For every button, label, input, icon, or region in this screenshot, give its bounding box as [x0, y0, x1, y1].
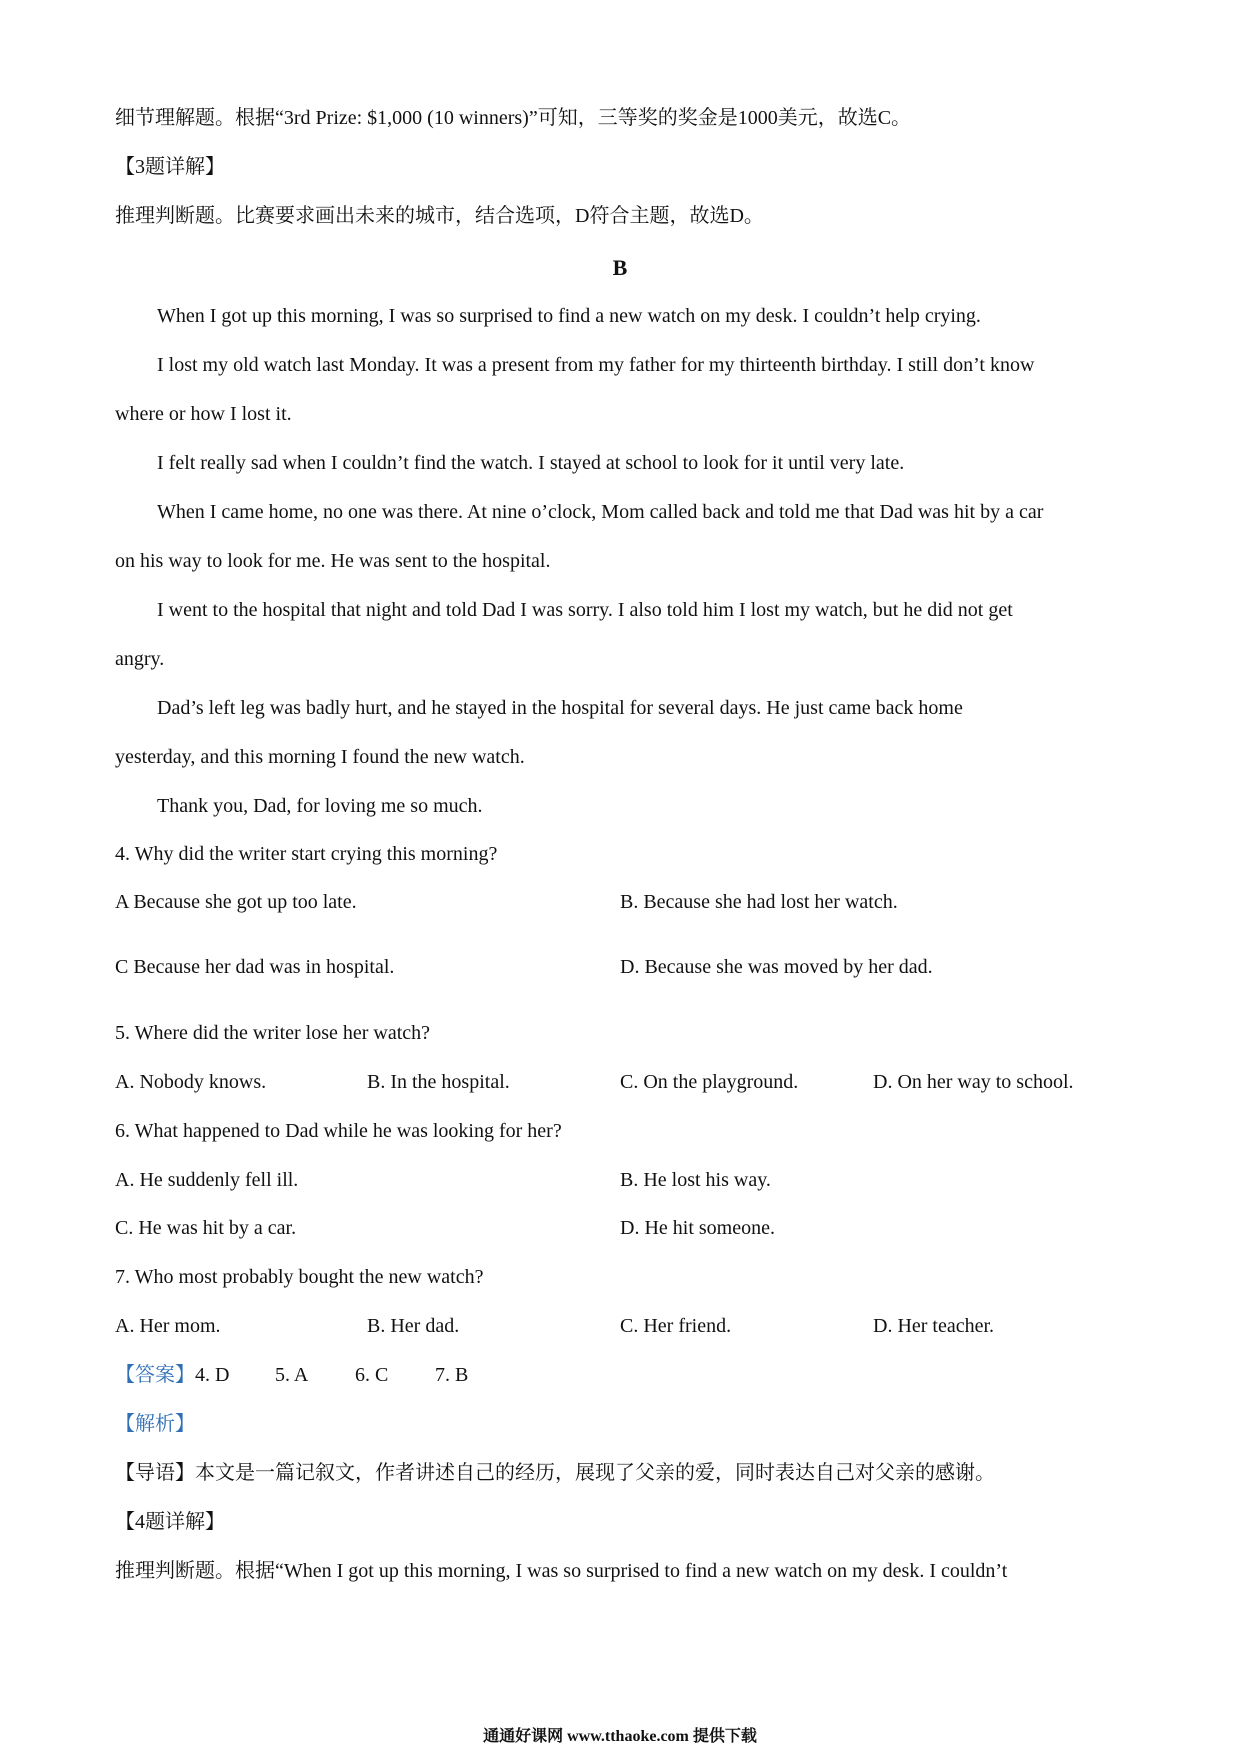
option-d: D. Because she was moved by her dad. — [620, 956, 933, 978]
answer-label: 【答案】 — [115, 1364, 195, 1386]
question-stem: 5. Where did the writer lose her watch? — [115, 1022, 431, 1044]
passage-line: on his way to look for me. He was sent to the hospital. — [115, 550, 551, 572]
option-d: D. He hit someone. — [620, 1217, 775, 1239]
option-b: B. In the hospital. — [367, 1071, 510, 1093]
passage-line: Thank you, Dad, for loving me so much. — [157, 795, 483, 817]
q3-explanation: 推理判断题。比赛要求画出未来的城市，结合选项，D符合主题，故选D。 — [115, 205, 764, 227]
option-c: C. Her friend. — [620, 1315, 732, 1337]
footer-watermark: 通通好课网 www.tthaoke.com 提供下载 — [483, 1728, 757, 1745]
question-stem: 7. Who most probably bought the new watch? — [115, 1266, 484, 1288]
option-d: D. On her way to school. — [873, 1071, 1074, 1093]
q2-explanation: 细节理解题。根据“3rd Prize: $1,000 (10 winners)”可知，三等奖的奖金是1000美元，故选C。 — [115, 107, 912, 129]
option-c: C. On the playground. — [620, 1071, 799, 1093]
passage-line: Dad’s left leg was badly hurt, and he stayed in the hospital for several days. He just came back home — [157, 697, 963, 719]
answer-value: 6. C — [355, 1364, 389, 1386]
analysis-intro: 【导语】本文是一篇记叙文，作者讲述自己的经历，展现了父亲的爱，同时表达自己对父亲的感谢。 — [115, 1462, 995, 1484]
section-title: B — [612, 255, 628, 280]
option-c: C. He was hit by a car. — [115, 1217, 297, 1239]
q3-heading: 【3题详解】 — [115, 156, 225, 178]
option-a: A. Nobody knows. — [115, 1071, 267, 1093]
option-b: B. Because she had lost her watch. — [620, 891, 898, 913]
option-b: B. He lost his way. — [620, 1169, 771, 1191]
passage-line: When I got up this morning, I was so surprised to find a new watch on my desk. I couldn’t help crying. — [157, 305, 981, 327]
answer-value: 4. D — [195, 1364, 230, 1386]
q4-explanation: 推理判断题。根据“When I got up this morning, I was so surprised to find a new watch on my desk. I couldn’t — [115, 1560, 1008, 1582]
answer-value: 5. A — [275, 1364, 309, 1386]
option-b: B. Her dad. — [367, 1315, 460, 1337]
passage-line: When I came home, no one was there. At nine o’clock, Mom called back and told me that Dad was hit by a car — [157, 501, 1044, 523]
passage-line: I felt really sad when I couldn’t find the watch. I stayed at school to look for it until very late. — [157, 452, 905, 474]
question-stem: 4. Why did the writer start crying this morning? — [115, 843, 498, 865]
answer-row — [115, 1361, 468, 1389]
question-stem: 6. What happened to Dad while he was looking for her? — [115, 1120, 562, 1142]
analysis-label: 【解析】 — [115, 1413, 195, 1435]
q4-heading: 【4题详解】 — [115, 1511, 225, 1533]
option-a: A. He suddenly fell ill. — [115, 1169, 299, 1191]
passage-line: yesterday, and this morning I found the new watch. — [115, 746, 525, 768]
passage-line: I lost my old watch last Monday. It was a present from my father for my thirteenth birthday. I still don’t know — [157, 354, 1035, 376]
option-a: A. Her mom. — [115, 1315, 221, 1337]
option-d: D. Her teacher. — [873, 1315, 995, 1337]
passage-line: I went to the hospital that night and told Dad I was sorry. I also told him I lost my watch, but he did not get — [157, 599, 1013, 621]
option-c: C Because her dad was in hospital. — [115, 956, 395, 978]
option-a: A Because she got up too late. — [115, 891, 357, 913]
passage-line: where or how I lost it. — [115, 403, 292, 425]
answer-value: 7. B — [435, 1364, 469, 1386]
passage-line: angry. — [115, 648, 165, 670]
